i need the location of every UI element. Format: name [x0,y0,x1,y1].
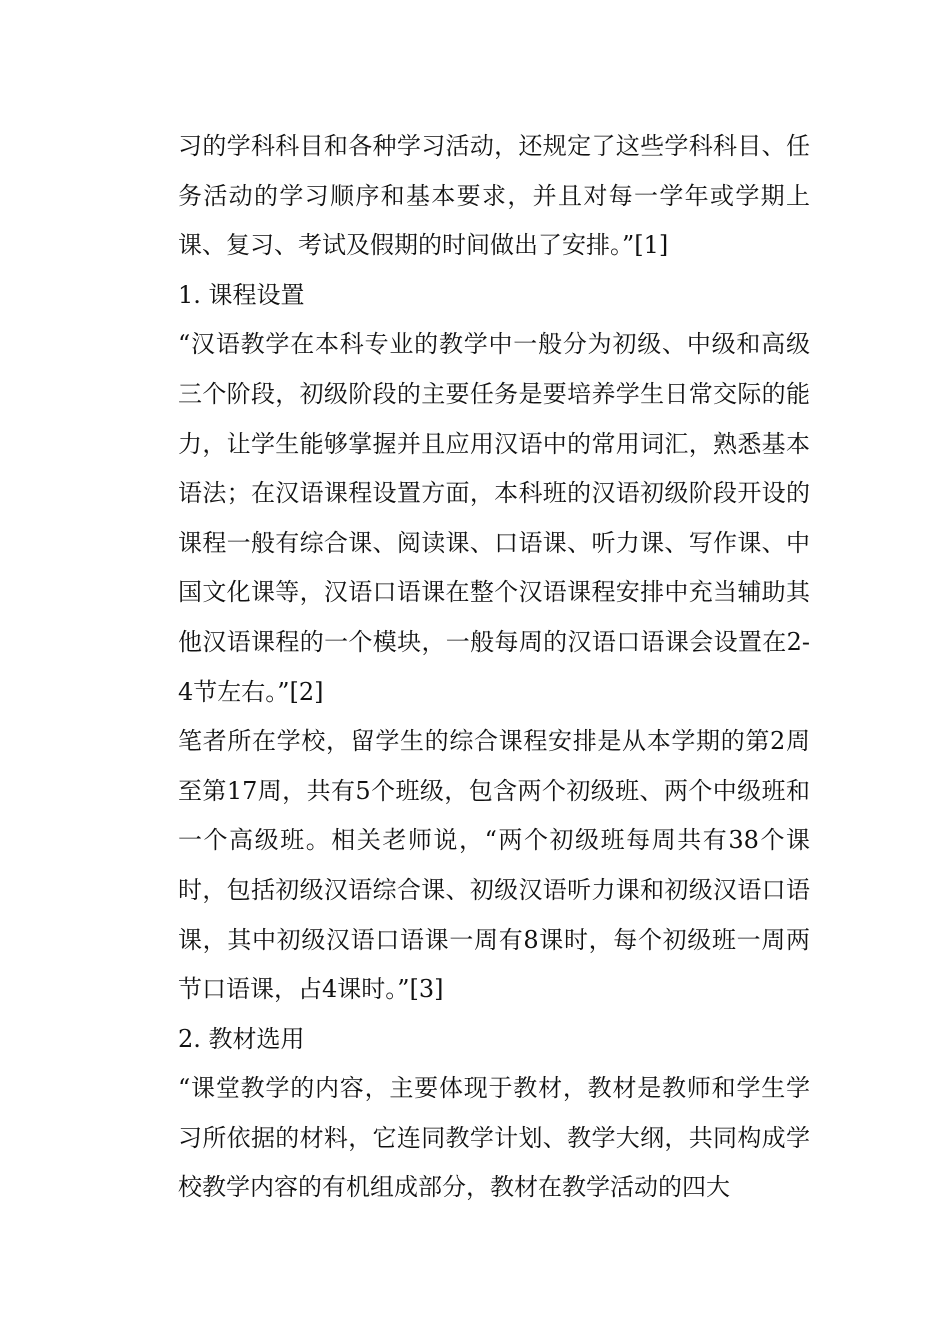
paragraph-school-schedule: 笔者所在学校，留学生的综合课程安排是从本学期的第2周至第17周，共有5个班级，包含两个初级班、两个中级班和一个高级班。相关老师说，“两个初级班每周共有38个课时，包括初级汉语综合课、初级汉语听力课和初级汉语口语课，其中初级汉语口语课一周有8课时，每个初级班一周两节口语课，占4课时。”[3] [178,727,810,1004]
paragraph-continuation: 习的学科科目和各种学习活动，还规定了这些学科科目、任务活动的学习顺序和基本要求，并且对每一学年或学期上课、复习、考试及假期的时间做出了安排。”[1] [178,132,810,260]
section-heading-course-setting: 1. 课程设置 [178,280,305,309]
section-heading-textbook-selection: 2. 教材选用 [178,1024,305,1053]
paragraph-quote-textbook: “课堂教学的内容，主要体现于教材，教材是教师和学生学习所依据的材料，它连同教学计划、教学大纲，共同构成学校教学内容的有机组成部分，教材在教学活动的四大 [178,1074,810,1202]
paragraph-quote-teaching-stages: “汉语教学在本科专业的教学中一般分为初级、中级和高级三个阶段，初级阶段的主要任务是要培养学生日常交际的能力，让学生能够掌握并且应用汉语中的常用词汇，熟悉基本语法；在汉语课程设置方面，本科班的汉语初级阶段开设的课程一般有综合课、阅读课、口语课、听力课、写作课、中国文化课等，汉语口语课在整个汉语课程安排中充当辅助其他汉语课程的一个模块，一般每周的汉语口语课会设置在2-4节左右。”[2] [178,330,810,706]
document-body [178,122,810,1213]
